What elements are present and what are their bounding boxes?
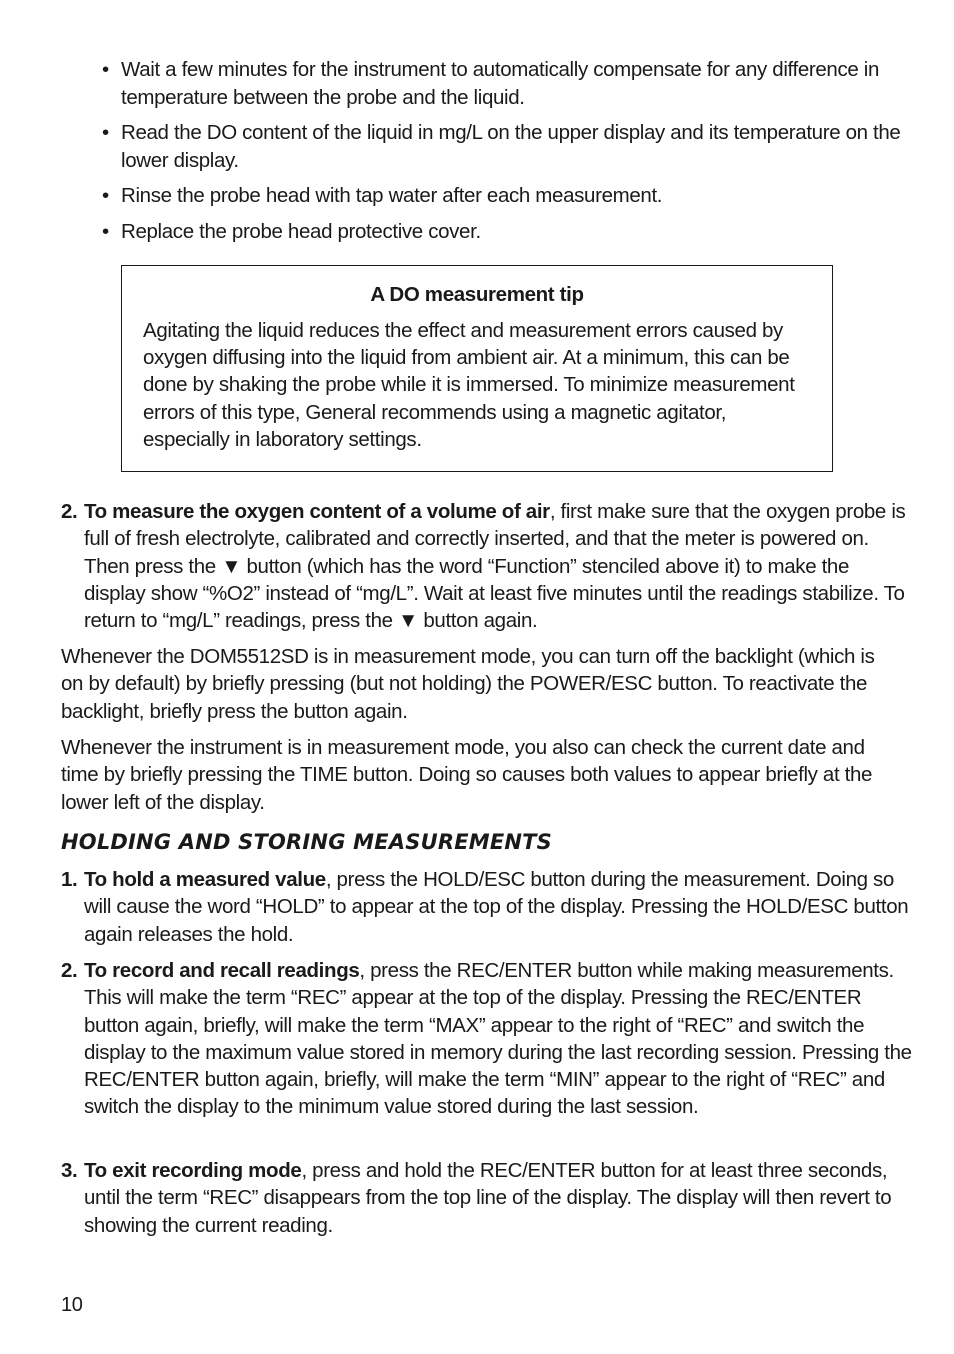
item-lead: To measure the oxygen content of a volume of air — [84, 500, 550, 523]
item-number: 1. — [61, 868, 78, 891]
item-number: 2. — [61, 500, 78, 523]
item-text: , press and hold the REC/ENTER button for at least three seconds, until the term “REC” disappears from the top line of the display. The display will then revert to showing the current reading. — [84, 1159, 892, 1237]
item-lead: To hold a measured value — [84, 868, 326, 891]
bullet-item: • Replace the probe head protective cover. — [102, 218, 902, 246]
record-item — [61, 957, 914, 1121]
section-heading: HOLDING AND STORING MEASUREMENTS — [61, 830, 553, 854]
item-number: 2. — [61, 959, 78, 982]
backlight-paragraph: Whenever the DOM5512SD is in measurement mode, you can turn off the backlight (which is on by default) by briefly pressing (but not holding) the POWER/ESC button. To reactivate the backlight, briefly press the button again. — [61, 645, 875, 723]
item-lead: To record and recall readings — [84, 959, 360, 982]
time-paragraph: Whenever the instrument is in measurement mode, you also can check the current date and time by briefly pressing the TIME button. Doing so causes both values to appear briefly at the lower left of the display. — [61, 736, 873, 814]
item-lead: To exit recording mode — [84, 1159, 302, 1182]
item-text: , first make sure that the oxygen probe is full of fresh electrolyte, calibrated and correctly inserted, and that the meter is powered on. Then press the ▼ button (which has the word “Function” stenciled above it) to make the display show “%O2” instead of “mg/L”. Wait at least five minutes until the readings stabilize. To return to “mg/L” readings, press the ▼ button again. — [84, 500, 906, 633]
item-number: 3. — [61, 1159, 78, 1182]
tip-box — [121, 265, 833, 472]
item-text: , press the REC/ENTER button while making measurements. This will make the term “REC” appear at the top of the display. Pressing the REC/ENTER button again, briefly, will make the term “MAX” appear to the right of “REC” and switch the display to the maximum value stored in memory during the last recording session. Pressing the REC/ENTER button again, briefly, will make the term “MIN” appear to the right of “REC” and switch the display to the minimum value stored during the last session. — [84, 959, 912, 1119]
bullet-item: • Rinse the probe head with tap water after each measurement. — [102, 182, 902, 210]
bullet-item: • Read the DO content of the liquid in mg/L on the upper display and its temperature on the lower display. — [102, 119, 902, 174]
item-text: , press the HOLD/ESC button during the measurement. Doing so will cause the word “HOLD” to appear at the top of the display. Pressing the HOLD/ESC button again releases the hold. — [84, 868, 909, 946]
exit-recording-item — [61, 1157, 914, 1239]
tip-body: Agitating the liquid reduces the effect and measurement errors caused by oxygen diffusing into the liquid from ambient air. At a minimum, this can be done by shaking the probe while it is immersed. To minimize measurement errors of this type, General recommends using a magnetic agitator, especially in laboratory settings. — [143, 319, 795, 451]
hold-item — [61, 866, 914, 948]
page-number: 10 — [61, 1294, 83, 1316]
bullet-item: • Wait a few minutes for the instrument to automatically compensate for any difference in temperature between the probe and the liquid. — [102, 56, 902, 111]
air-measure-item — [61, 498, 914, 634]
tip-title: A DO measurement tip — [370, 283, 584, 306]
bullet-list — [102, 56, 902, 253]
